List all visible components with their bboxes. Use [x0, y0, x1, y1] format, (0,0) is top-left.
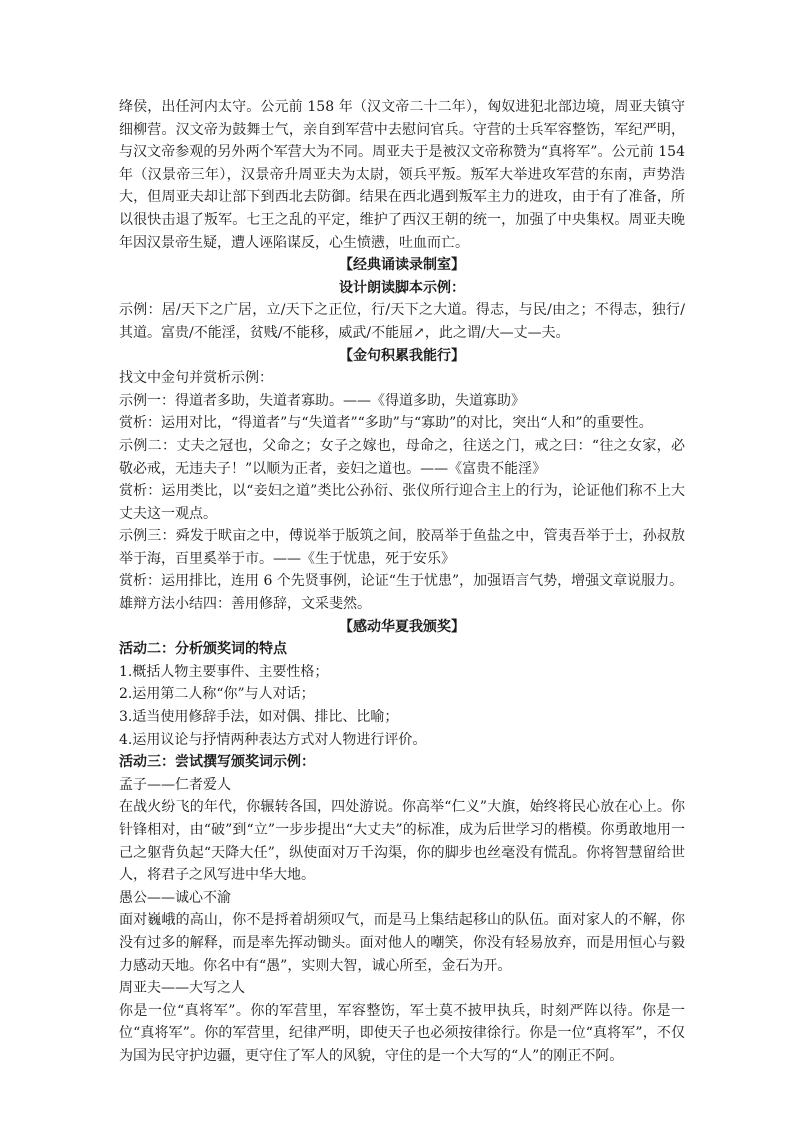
award-entry-body: 在战火纷飞的年代，你辗转各国，四处游说。你高举“仁义”大旗，始终将民心放在心上。你针锋相对，由“破”到“立”一步步提出“大丈夫”的标准，成为后世学习的楷模。你勇敢地用一己之躯背负起“天降大任”，纵使面对万千沟渠，你的脚步也丝毫没有慌乱。你将智慧留给世人，将君子之风写进中华大地。 [119, 799, 685, 884]
document-page [119, 96, 685, 1068]
award-entry-body: 你是一位“真将军”。你的军营里，军容整饬，军士莫不披甲执兵，时刻严阵以待。你是一位“真将军”。你的军营里，纪律严明，即使天子也必须按律徐行。你是一位“真将军”，不仅为国为民守护边疆，更守住了军人的风貌，守住的是一个大写的“人”的刚正不阿。 [119, 1002, 685, 1064]
quotes-line: 赏析：运用类比，以“妾妇之道”类比公孙衍、张仪所行迎合主上的行为，论证他们称不上大丈夫这一观点。 [119, 483, 685, 522]
quotes-line: 赏析：运用对比，“得道者”与“失道者”“多助”与“寡助”的对比，突出“人和”的重要性。 [119, 415, 653, 432]
activity-two-item: 1.概括人物主要事件、主要性格； [119, 663, 329, 680]
activity-two-item: 2.运用第二人称“你”与人对话； [119, 686, 315, 703]
section-heading-recording: 【经典诵读录制室】 [339, 257, 465, 274]
award-entry-body: 面对巍峨的高山，你不是捋着胡须叹气，而是马上集结起移山的队伍。面对家人的不解，你没有过多的解释，而是率先挥动锄头。面对他人的嘲笑，你没有轻易放弃，而是用恒心与毅力感动天地。你名中有“愚”，实则大智，诚心所至，金石为开。 [119, 912, 685, 974]
quotes-line: 雄辩方法小结四：善用修辞，文采斐然。 [119, 596, 371, 613]
section-heading-award: 【感动华夏我颁奖】 [339, 618, 465, 635]
activity-two-item: 3.适当使用修辞手法，如对偶、排比、比喻； [119, 709, 399, 726]
activity-two-title: 活动二：分析颁奖词的特点 [119, 641, 287, 658]
section-heading-quotes: 【金句积累我能行】 [339, 347, 465, 364]
quotes-line: 找文中金句并赏析示例： [119, 370, 273, 387]
activity-three-title: 活动三：尝试撰写颁奖词示例： [119, 754, 315, 771]
quotes-line: 示例一：得道者多助，失道者寡助。——《得道多助，失道寡助》 [119, 392, 525, 409]
award-entry-title: 周亚夫——大写之人 [119, 980, 245, 997]
activity-two-item: 4.运用议论与抒情两种表达方式对人物进行评价。 [119, 731, 427, 748]
intro-paragraph: 绛侯，出任河内太守。公元前 158 年（汉文帝二十二年），匈奴进犯北部边境，周亚夫镇守细柳营。汉文帝为鼓舞士气，亲自到军营中去慰问官兵。守营的士兵军容整饬，军纪严明，与汉文帝参观的另外两个军营大为不同。周亚夫于是被汉文帝称赞为“真将军”。公元前 154 年（汉景帝三年），汉景帝升周亚夫为太尉，领兵平叛。叛军大举进攻军营的东南，声势浩大，但周亚夫却让部下到西北去防御。结果在西北遇到叛军主力的进攻，由于有了准备，所以很快击退了叛军。七王之乱的平定，维护了西汉王朝的统一，加强了中央集权。周亚夫晚年因汉景帝生疑，遭人诬陷谋反，心生愤懑，吐血而亡。 [119, 99, 685, 251]
award-entry-title: 愚公——诚心不渝 [119, 889, 231, 906]
quotes-line: 示例三：舜发于畎亩之中，傅说举于版筑之间，胶鬲举于鱼盐之中，管夷吾举于士，孙叔敖举于海，百里奚举于市。——《生于忧患，死于安乐》 [119, 528, 685, 567]
recitation-example: 示例：居/天下之广居，立/天下之正位，行/天下之大道。得志，与民/由之；不得志，独行/其道。富贵/不能淫，贫贱/不能移，威武/不能屈↗，此之谓/大—丈—夫。 [119, 302, 685, 341]
award-entry-title: 孟子——仁者爱人 [119, 776, 231, 793]
quotes-line: 示例二：丈夫之冠也，父命之；女子之嫁也，母命之，往送之门，戒之曰：“往之女家，必敬必戒，无违夫子！”以顺为正者，妾妇之道也。——《富贵不能淫》 [119, 437, 685, 477]
section-subheading-script: 设计朗读脚本示例： [339, 279, 465, 296]
quotes-line: 赏析：运用排比，连用 6 个先贤事例，论证“生于忧患”，加强语言气势，增强文章说服力。 [119, 573, 684, 590]
